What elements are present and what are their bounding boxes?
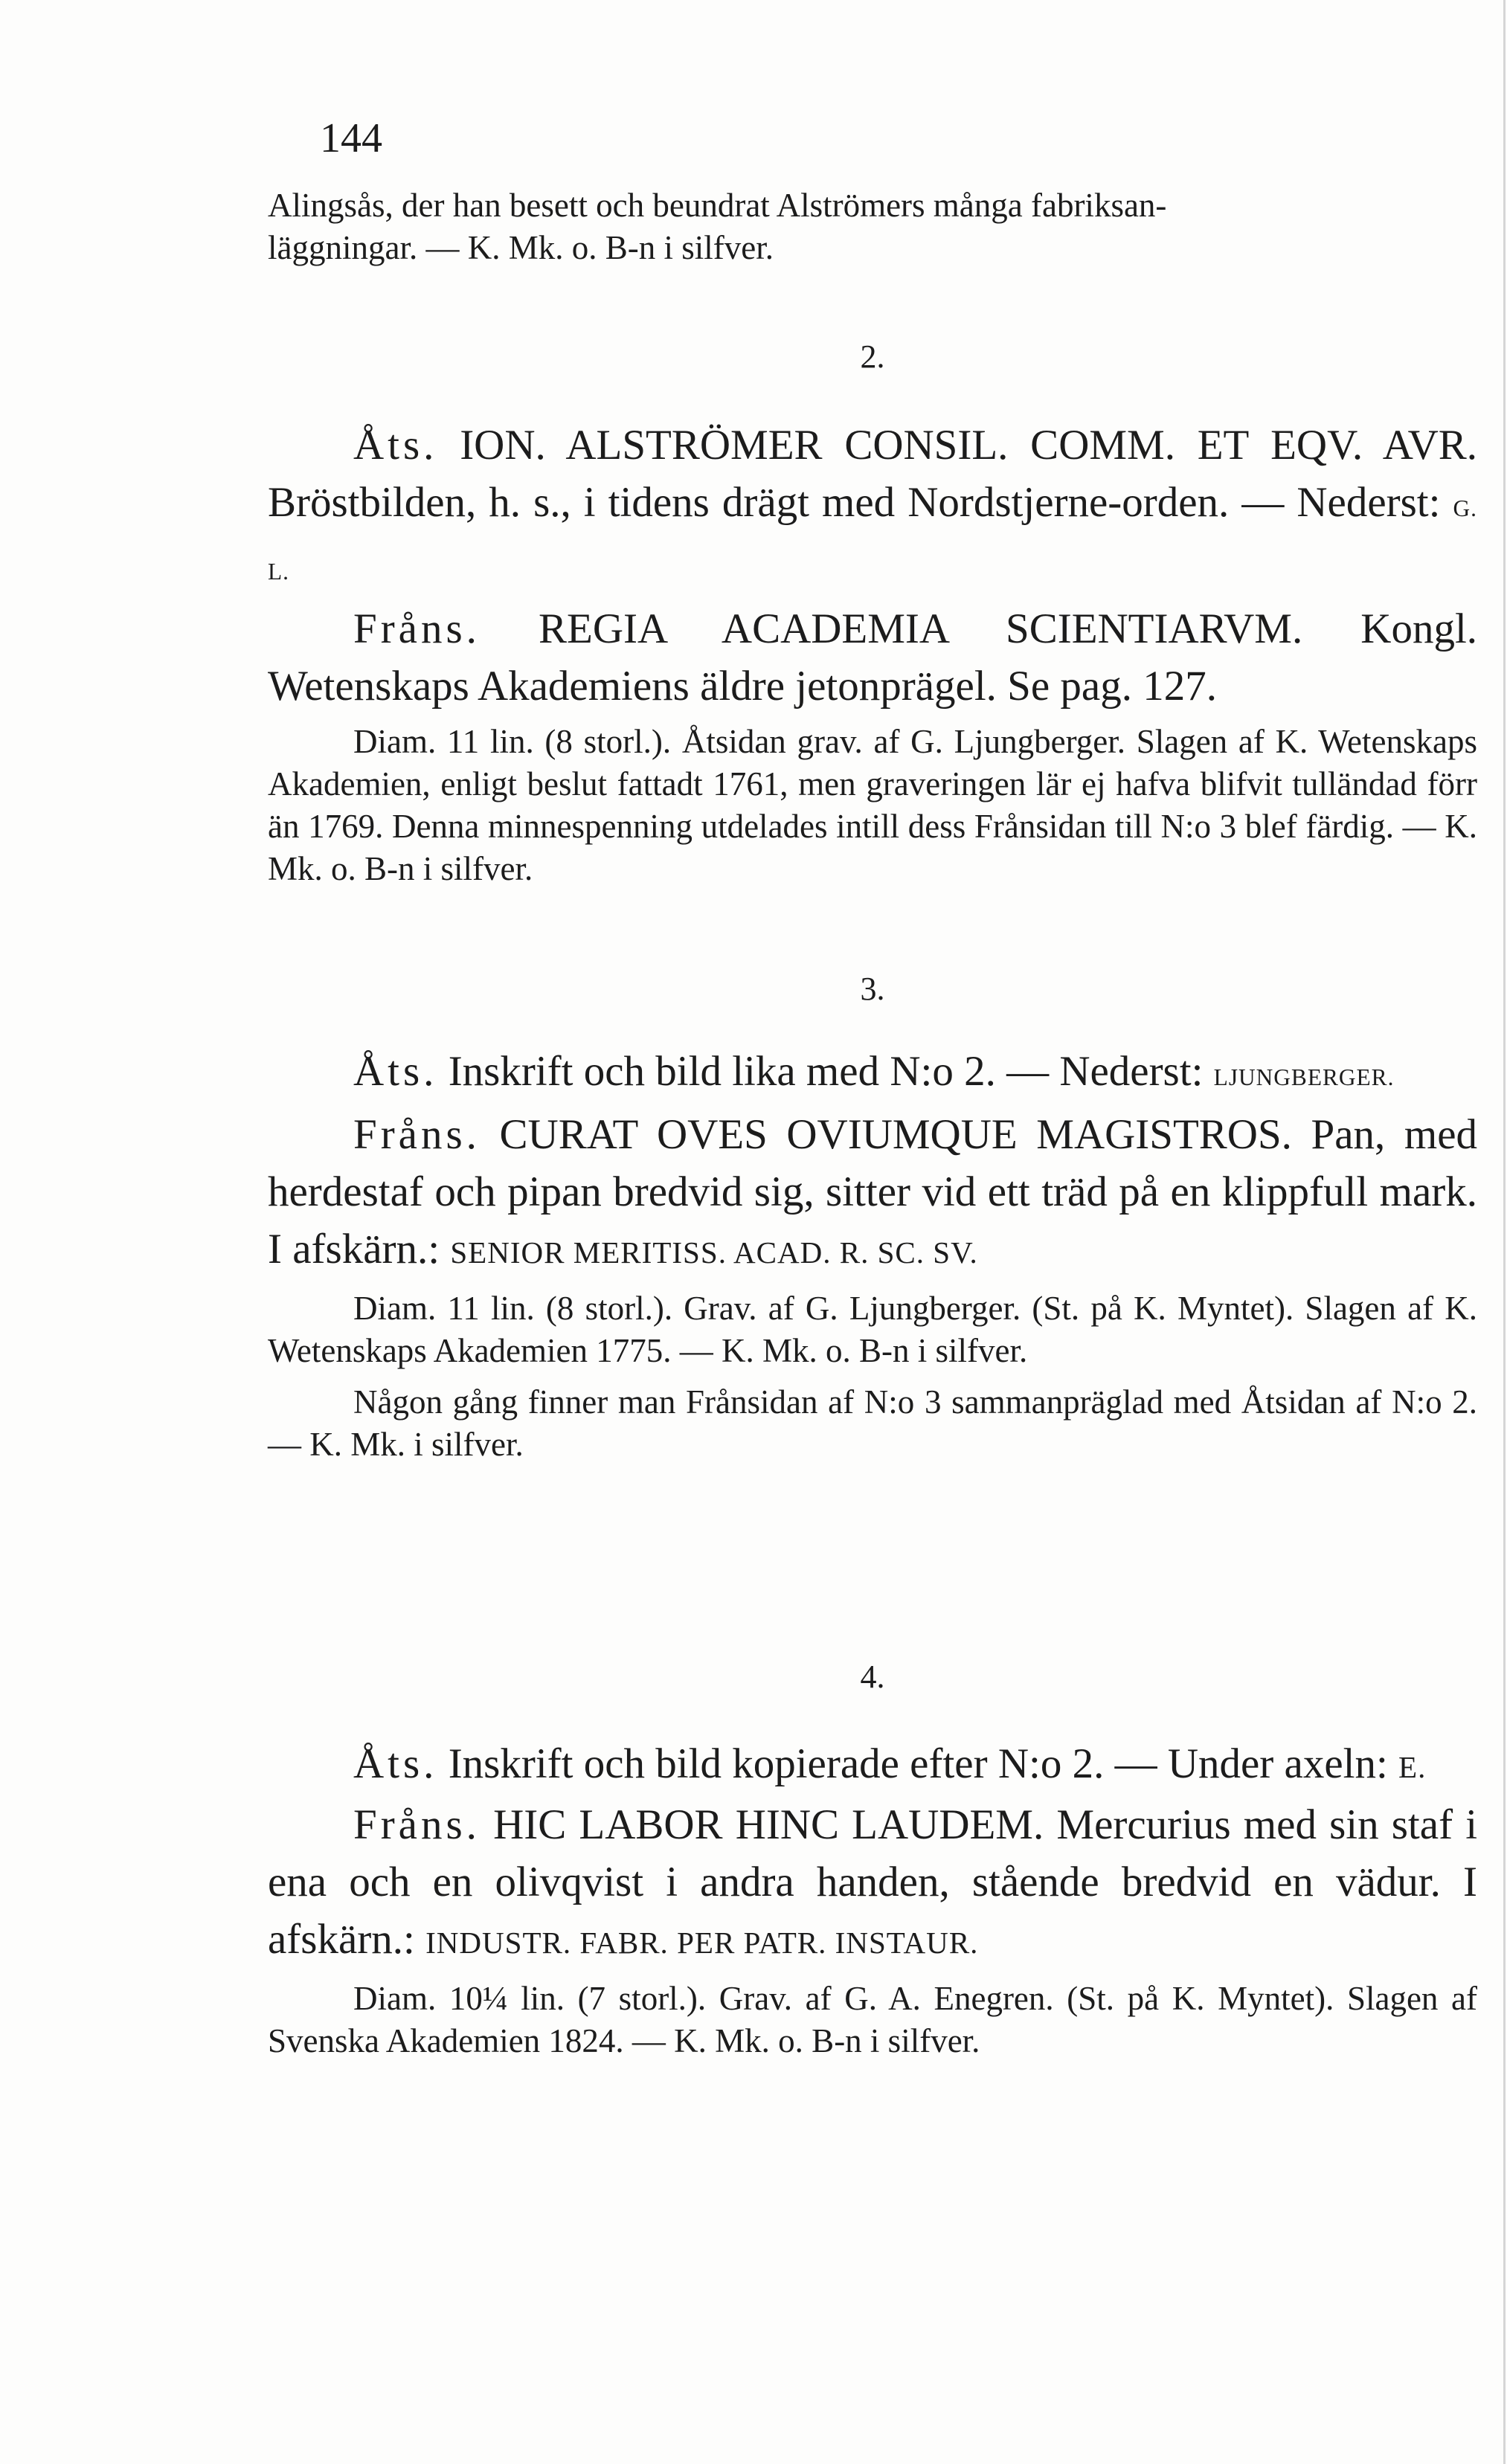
engraver-mark: G. L. <box>268 495 1478 585</box>
reverse-legend: HIC LABOR HINC LAUDEM. <box>493 1801 1044 1848</box>
obverse-text: Inskrift och bild lika med N:o 2. — Nederst: <box>448 1048 1204 1095</box>
entry-number: 4. <box>860 1659 885 1695</box>
obverse-legend: ION. ALSTRÖMER CONSIL. COMM. ET EQV. AVR. <box>460 422 1478 469</box>
obverse-label: Åts. <box>353 1740 438 1787</box>
medal-entry-3 <box>268 967 1477 1466</box>
medal-entry-4 <box>268 1655 1477 2062</box>
engraver-mark: LJUNGBERGER. <box>1213 1064 1395 1090</box>
reverse-text: Kongl. Wetenskaps Akademiens äldre jetonprägel. Se pag. 127. <box>268 605 1478 710</box>
intro-line-1: Alingsås, der han besett och beundrat Alströmers många fabriksan- <box>268 187 1167 224</box>
reverse-label: Fråns. <box>353 1111 481 1158</box>
reverse-description <box>268 1106 1477 1281</box>
medal-entry-2 <box>268 335 1477 890</box>
entry-number: 2. <box>860 338 885 375</box>
page-number: 144 <box>320 115 382 161</box>
obverse-description <box>268 416 1477 600</box>
reverse-legend: REGIA ACADEMIA SCIENTIARVM. <box>539 605 1303 652</box>
entry-note: Diam. 11 lin. (8 storl.). Grav. af G. Ljungberger. (St. på K. Myntet). Slagen af K. Wetenskaps Akademien 1775. — K. Mk. o. B-n i silfver. <box>268 1290 1477 1369</box>
exergue-inscription: INDUSTR. FABR. PER PATR. INSTAUR. <box>425 1926 979 1960</box>
obverse-description <box>268 1043 1477 1106</box>
obverse-text: Bröstbilden, h. s., i tidens drägt med Nordstjerne-orden. — Nederst: <box>268 479 1441 526</box>
obverse-description <box>268 1735 1477 1796</box>
reverse-description <box>268 1796 1477 1972</box>
intro-line-2: läggningar. — K. Mk. o. B-n i silfver. <box>268 229 774 266</box>
exergue-inscription: SENIOR MERITISS. ACAD. R. SC. SV. <box>450 1235 978 1270</box>
entry-note: Diam. 11 lin. (8 storl.). Åtsidan grav. af G. Ljungberger. Slagen af K. Wetenskaps Akademien, enligt beslut fattadt 1761, men graveringen lär ej hafva blifvit tulländad förr än 1769. Denna minnespenning utdelades intill dess Frånsidan till N:o 3 blef färdig. — K. Mk. o. B-n i silfver. <box>268 723 1477 887</box>
reverse-text: Mercurius med sin staf i ena och en olivqvist i andra handen, stående bredvid en vädur. I afskärn.: <box>268 1801 1478 1963</box>
obverse-text: Inskrift och bild kopierade efter N:o 2. — Under axeln: <box>448 1740 1388 1787</box>
entry-note: Diam. 10¼ lin. (7 storl.). Grav. af G. A. Enegren. (St. på K. Myntet). Slagen af Svenska Akademien 1824. — K. Mk. o. B-n i silfver. <box>268 1980 1477 2059</box>
obverse-label: Åts. <box>353 1048 438 1095</box>
entry-note: Någon gång finner man Frånsidan af N:o 3 sammanpräglad med Åtsidan af N:o 2. — K. Mk. i silfver. <box>268 1383 1477 1463</box>
reverse-description <box>268 600 1477 715</box>
intro-paragraph <box>268 184 1477 269</box>
engraver-mark: E. <box>1398 1750 1427 1784</box>
entry-number: 3. <box>860 971 885 1007</box>
page-edge-shadow <box>1503 0 1506 2464</box>
obverse-label: Åts. <box>353 422 438 469</box>
reverse-legend: CURAT OVES OVIUMQUE MAGISTROS. <box>499 1111 1292 1158</box>
reverse-text: Pan, med herdestaf och pipan bredvid sig, sitter vid ett träd på en klippfull mark. I afskärn.: <box>268 1111 1477 1273</box>
reverse-label: Fråns. <box>353 605 481 652</box>
reverse-label: Fråns. <box>353 1801 481 1848</box>
